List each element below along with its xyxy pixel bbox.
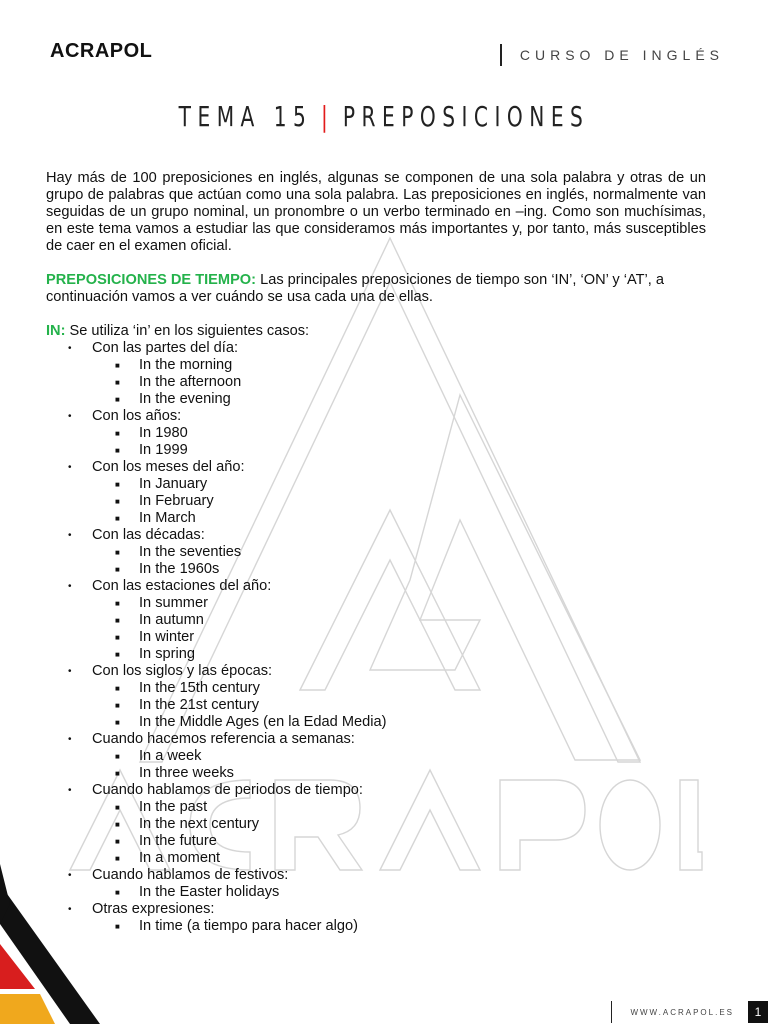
sub-list-item: ■ In a week xyxy=(92,748,706,765)
sub-list-item: ■ In autumn xyxy=(92,612,706,629)
document-body xyxy=(46,170,706,935)
sub-list-item: ■ In the Easter holidays xyxy=(92,884,706,901)
sub-list xyxy=(92,425,706,459)
sub-list-item: ■ In the future xyxy=(92,833,706,850)
sub-list xyxy=(92,476,706,527)
sub-list-item: ■ In three weeks xyxy=(92,765,706,782)
sub-list-item: ■ In the evening xyxy=(92,391,706,408)
sub-list xyxy=(92,799,706,867)
sub-list-item: ■ In the Middle Ages (en la Edad Media) xyxy=(92,714,706,731)
list-item xyxy=(46,782,706,867)
group-label: Con las partes del día: xyxy=(92,340,239,356)
sub-list-item: ■ In January xyxy=(92,476,706,493)
sub-list-item: ■ In time (a tiempo para hacer algo) xyxy=(92,918,706,935)
sub-list-item: ■ In February xyxy=(92,493,706,510)
header-course xyxy=(500,44,724,66)
sub-list-item: ■ In the past xyxy=(92,799,706,816)
in-heading xyxy=(46,323,706,340)
list-item xyxy=(46,527,706,578)
sub-list-item: ■ In the 21st century xyxy=(92,697,706,714)
sub-list xyxy=(92,918,706,935)
group-label: Cuando hablamos de periodos de tiempo: xyxy=(92,782,363,798)
group-label: Con los años: xyxy=(92,408,182,424)
title-name: PREPOSICIONES xyxy=(342,100,590,133)
group-label: Con las estaciones del año: xyxy=(92,578,272,594)
sub-list xyxy=(92,544,706,578)
in-label: IN: xyxy=(46,323,66,339)
sub-list-item: ■ In winter xyxy=(92,629,706,646)
in-text: Se utiliza ‘in’ en los siguientes casos: xyxy=(65,323,310,339)
logo: ACRAPOL xyxy=(50,40,153,62)
sub-list-item: ■ In the seventies xyxy=(92,544,706,561)
list-item xyxy=(46,663,706,731)
sub-list xyxy=(92,680,706,731)
sub-list-item: ■ In 1999 xyxy=(92,442,706,459)
list-item xyxy=(46,901,706,935)
list-item xyxy=(46,340,706,408)
group-label: Cuando hacemos referencia a semanas: xyxy=(92,731,355,747)
intro-paragraph: Hay más de 100 preposiciones en inglés, algunas se componen de una sola palabra y otras de un grupo de palabras que actúan como una sola palabra. Las preposiciones en inglés, normalmente van seguidas de un grupo nominal, un pronombre o un verbo terminado en –ing. Como son muchísimas, en este tema vamos a estudiar las que consideramos más importantes y, por tanto, más susceptibles de caer en el examen oficial. xyxy=(46,170,706,254)
sub-list-item: ■ In summer xyxy=(92,595,706,612)
sub-list xyxy=(92,884,706,901)
sub-list xyxy=(92,357,706,408)
list-item xyxy=(46,731,706,782)
list-item xyxy=(46,408,706,459)
sub-list xyxy=(92,748,706,782)
list-item xyxy=(46,459,706,527)
sub-list-item: ■ In March xyxy=(92,510,706,527)
website-link[interactable]: WWW.ACRAPOL.ES xyxy=(630,1007,734,1017)
tiempo-heading: PREPOSICIONES DE TIEMPO: xyxy=(46,272,257,288)
sub-list xyxy=(92,595,706,663)
sub-list-item: ■ In the 1960s xyxy=(92,561,706,578)
page-title xyxy=(108,100,661,133)
group-label: Cuando hablamos de festivos: xyxy=(92,867,289,883)
group-label: Con las décadas: xyxy=(92,527,205,543)
sub-list-item: ■ In the next century xyxy=(92,816,706,833)
group-label: Con los siglos y las épocas: xyxy=(92,663,273,679)
tiempo-text: Las principales preposiciones de tiempo son ‘IN’, ‘ON’ y ‘AT’, a continuación vamos a ver cuándo se usa cada una de ellas. xyxy=(46,272,665,305)
group-label: Otras expresiones: xyxy=(92,901,215,917)
sub-list-item: ■ In a moment xyxy=(92,850,706,867)
title-separator: | xyxy=(320,100,335,133)
list-item xyxy=(46,578,706,663)
sub-list-item: ■ In the morning xyxy=(92,357,706,374)
sub-list-item: ■ In the 15th century xyxy=(92,680,706,697)
tiempo-paragraph xyxy=(46,272,706,306)
sub-list-item: ■ In the afternoon xyxy=(92,374,706,391)
page-number: 1 xyxy=(748,1001,768,1023)
header-divider xyxy=(500,44,502,66)
footer-divider xyxy=(611,1001,612,1023)
sub-list-item: ■ In 1980 xyxy=(92,425,706,442)
sub-list-item: ■ In spring xyxy=(92,646,706,663)
list-item xyxy=(46,867,706,901)
course-label: CURSO DE INGLÉS xyxy=(519,47,724,63)
footer xyxy=(611,1000,768,1024)
in-groups-list xyxy=(46,340,706,935)
group-label: Con los meses del año: xyxy=(92,459,245,475)
title-tema: TEMA 15 xyxy=(178,100,313,133)
